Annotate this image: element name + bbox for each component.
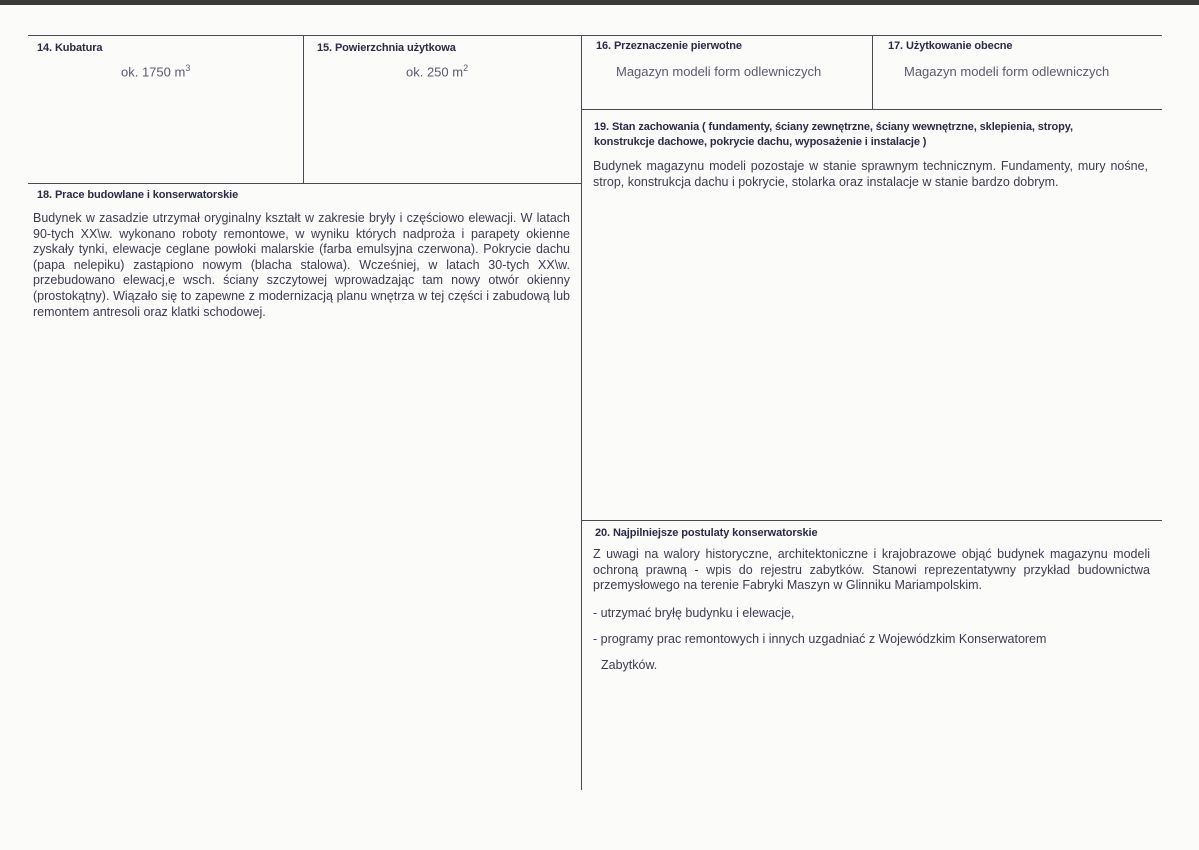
field-20-text: Z uwagi na walory historyczne, architektoniczne i krajobrazowe objąć budynek magazynu modeli ochroną prawną - wpis do rejestru zabytków. Stanowi reprezentatywny przykład budownictwa przemysłowego na terenie Fabryki Maszyn w Glinniku Mariampolskim. — [593, 547, 1150, 593]
field-18-text: Budynek w zasadzie utrzymał oryginalny kształt w zakresie bryły i częściowo elewacji. W latach 90-tych XX\w. wykonano roboty remontowe, w wyniku których nadproża i parapety okienne zyskały tynki, elewacje ceglane powłoki malarskie (farba emulsyjna czerwona). Pokrycie dachu (papa nelepiku) zastąpiono nowym (blacha stalowa). Wcześniej, w latach 30-tych XX\w. przebudowano elewacj,e wsch. ściany szczytowej wprowadzając tam nowy otwór okienny (prostokątny). Wiązało się to zapewne z modernizacją planu wnętrza w tej części i zabudową lub remontem antresoli oraz klatki schodowej. — [33, 211, 570, 319]
field-19-label: 19. Stan zachowania ( fundamenty, ściany zewnętrzne, ściany wewnętrzne, sklepienia, stropy, konstrukcje dachowe, pokrycie dachu, wyposażenie i instalacje ) — [594, 121, 1073, 148]
center-divider — [581, 35, 582, 790]
divider-16-17 — [872, 35, 873, 110]
field-17-label: 17. Użytkowanie obecne — [888, 40, 1013, 52]
field-17-value: Magazyn modeli form odlewniczych — [904, 64, 1110, 79]
table-top-border — [28, 35, 1162, 36]
field-14-label: 14. Kubatura — [37, 42, 103, 54]
divider-row-18 — [28, 183, 581, 184]
divider-row-19 — [581, 109, 1162, 110]
field-16-label: 16. Przeznaczenie pierwotne — [596, 40, 742, 52]
field-19-text: Budynek magazynu modeli pozostaje w stanie sprawnym technicznym. Fundamenty, mury nośne, strop, konstrukcja dachu i pokrycie, stolarka oraz instalacje w stanie bardzo dobrym. — [593, 159, 1148, 189]
field-20-label: 20. Najpilniejsze postulaty konserwatorskie — [595, 527, 818, 539]
divider-row-20 — [581, 520, 1162, 521]
field-14-value: ok. 1750 $m^3$ — [121, 63, 191, 80]
field-20-bullet-1: - utrzymać bryłę budynku i elewacje, — [593, 606, 795, 620]
field-18-label: 18. Prace budowlane i konserwatorskie — [37, 189, 239, 201]
divider-14-15 — [303, 35, 304, 183]
field-20-bullet-2-cont: Zabytków. — [601, 658, 658, 672]
field-20-bullet-2: - programy prac remontowych i innych uzgadniać z Wojewódzkim Konserwatorem — [593, 632, 1047, 646]
scan-edge — [0, 0, 1199, 5]
field-15-value: ok. 250 $m^2$ — [406, 63, 469, 80]
field-15-label: 15. Powierzchnia użytkowa — [317, 42, 456, 54]
field-16-value: Magazyn modeli form odlewniczych — [616, 64, 822, 79]
